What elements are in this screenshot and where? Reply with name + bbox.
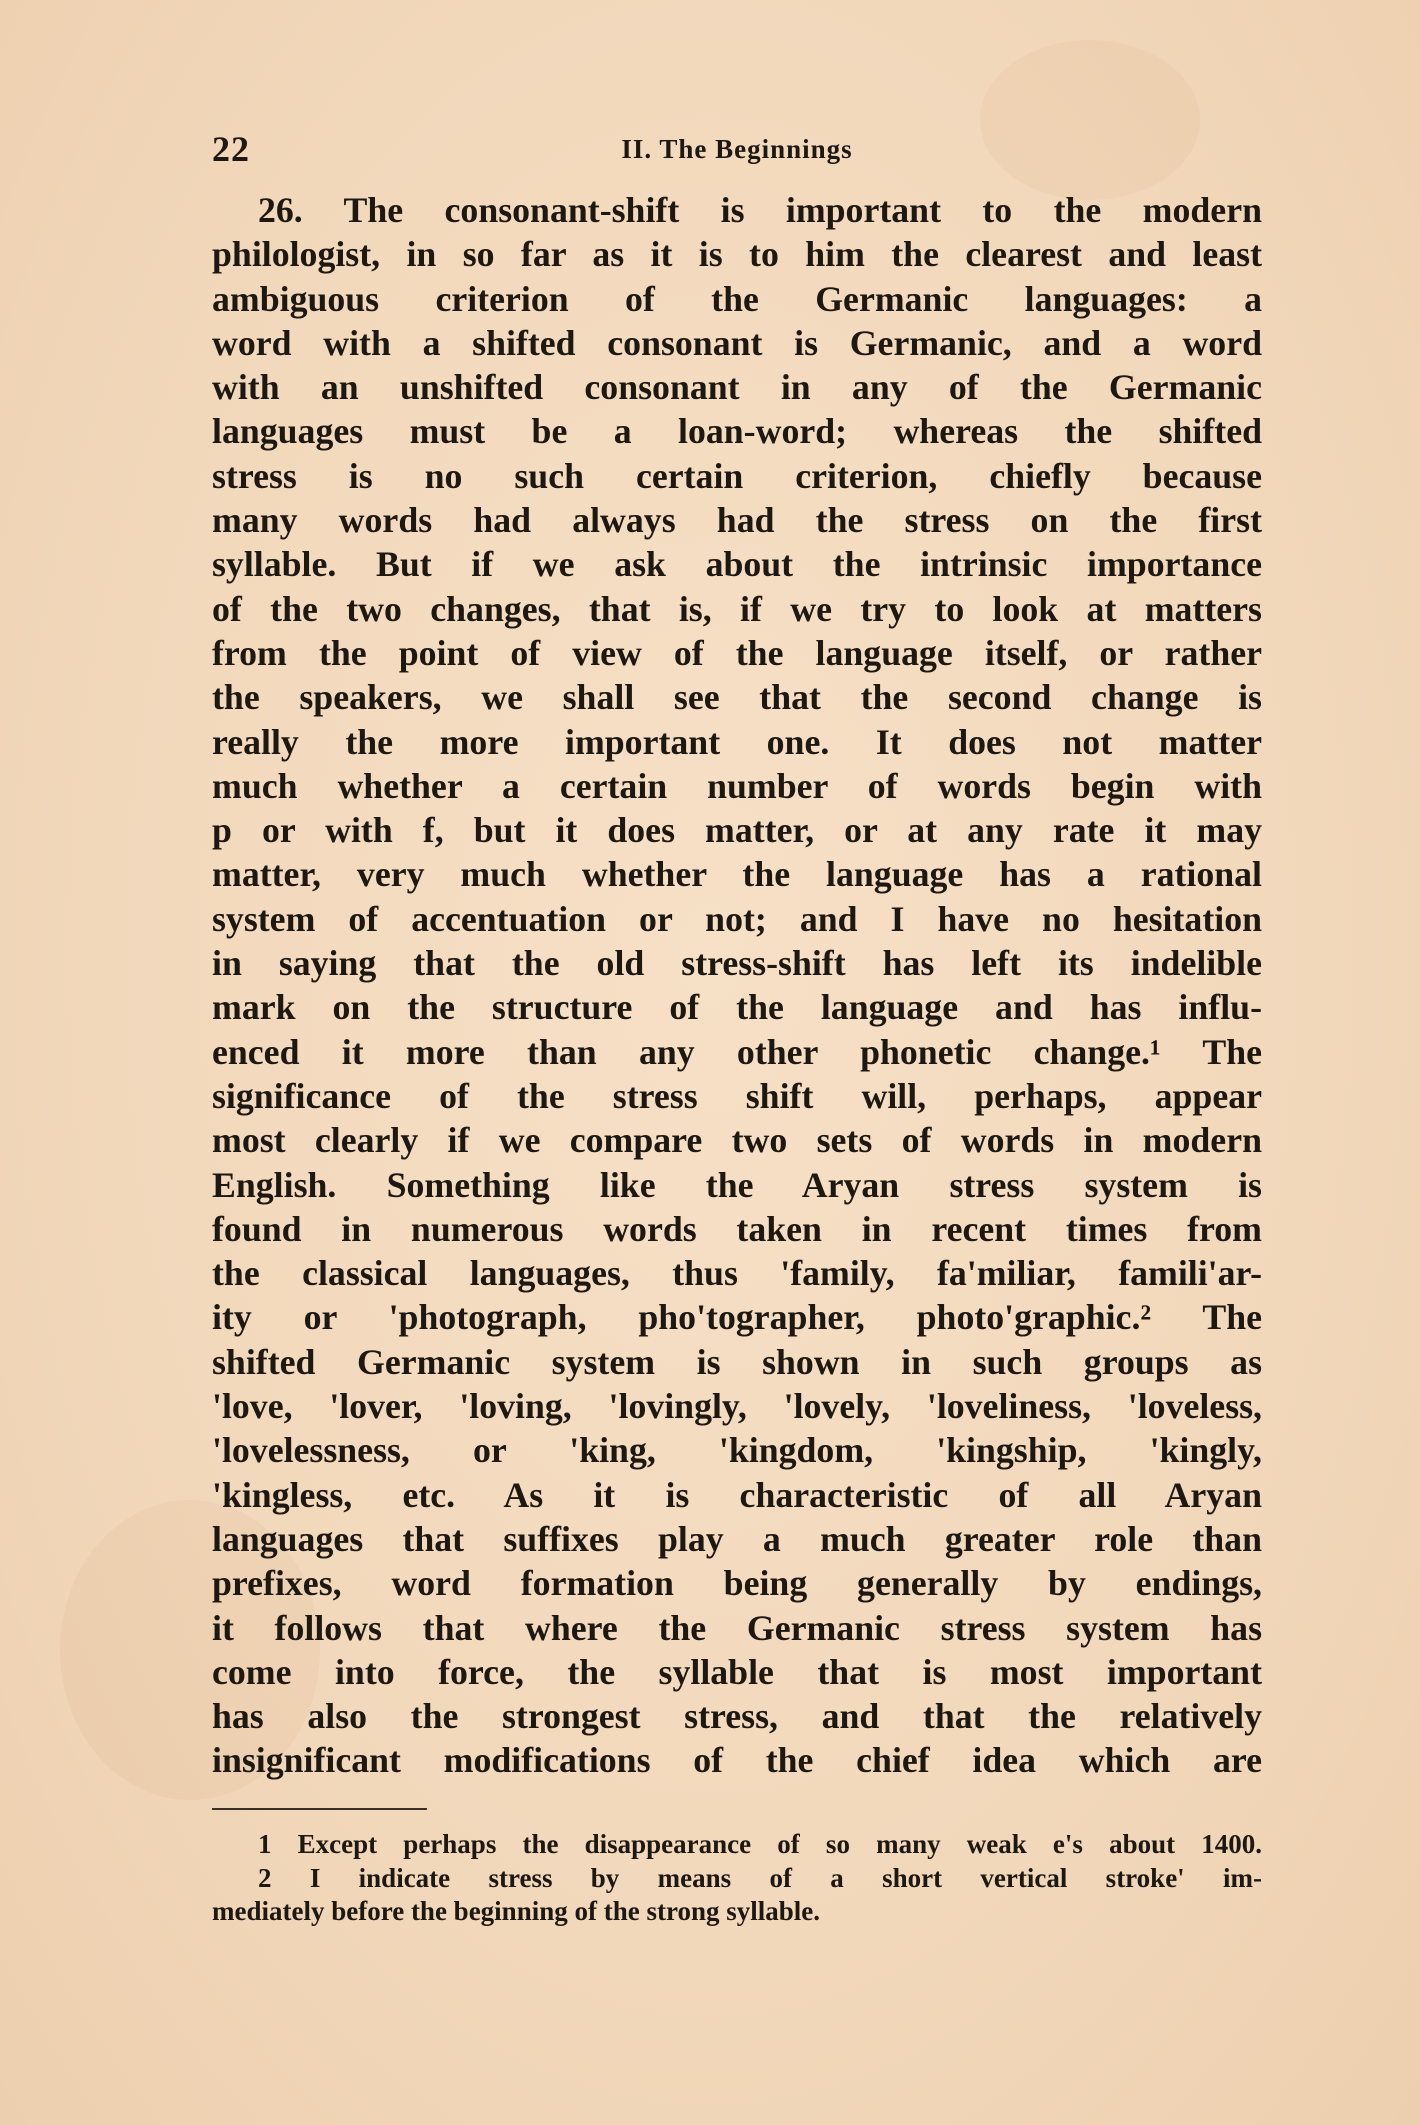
text-line: system of accentuation or not; and I have no hesitation	[212, 898, 1262, 939]
footnote-divider	[212, 1808, 427, 1810]
text-line: the speakers, we shall see that the second change is	[212, 677, 1262, 718]
text-line: stress is no such certain criterion, chiefly because	[212, 455, 1262, 496]
text-line: of the two changes, that is, if we try to look at matters	[212, 588, 1262, 629]
text-line: insignificant modifications of the chief idea which are	[212, 1740, 1262, 1781]
text-line: ambiguous criterion of the Germanic languages: a	[212, 278, 1262, 319]
text-line: found in numerous words taken in recent times from	[212, 1208, 1262, 1249]
page-header	[212, 128, 1262, 178]
body-paragraph	[212, 188, 1262, 1783]
text-line: matter, very much whether the language has a rational	[212, 854, 1262, 895]
text-line: significance of the stress shift will, perhaps, appear	[212, 1075, 1262, 1116]
text-line: with an unshifted consonant in any of the Germanic	[212, 367, 1262, 408]
text-line: 'kingless, etc. As it is characteristic of all Aryan	[212, 1474, 1262, 1515]
text-line: it follows that where the Germanic stress system has	[212, 1607, 1262, 1648]
text-line: most clearly if we compare two sets of words in modern	[212, 1120, 1262, 1161]
text-line: ity or 'photograph, pho'tographer, photo'graphic.² The	[212, 1297, 1262, 1338]
page-number: 22	[212, 129, 250, 169]
text-line: languages that suffixes play a much greater role than	[212, 1518, 1262, 1559]
text-line: English. Something like the Aryan stress system is	[212, 1164, 1262, 1205]
text-line: come into force, the syllable that is most important	[212, 1651, 1262, 1692]
text-line: shifted Germanic system is shown in such groups as	[212, 1341, 1262, 1382]
text-line: has also the strongest stress, and that the relatively	[212, 1696, 1262, 1737]
text-line: p or with f, but it does matter, or at any rate it may	[212, 810, 1262, 851]
text-line: 'lovelessness, or 'king, 'kingdom, 'kingship, 'kingly,	[212, 1430, 1262, 1471]
footnote-1: 1 Except perhaps the disappearance of so many weak e's about 1400.	[258, 1829, 1262, 1859]
text-line: many words had always had the stress on the first	[212, 500, 1262, 541]
footnote-2: 2 I indicate stress by means of a short vertical stroke' im-	[258, 1862, 1262, 1893]
text-line: mark on the structure of the language and has influ-	[212, 987, 1262, 1028]
text-line: syllable. But if we ask about the intrinsic importance	[212, 544, 1262, 585]
text-line: really the more important one. It does not matter	[212, 721, 1262, 762]
text-line: 26. The consonant-shift is important to the modern	[258, 190, 1262, 230]
text-line: languages must be a loan-word; whereas the shifted	[212, 411, 1262, 452]
text-line: the classical languages, thus 'family, fa'miliar, famili'ar-	[212, 1253, 1262, 1294]
text-line: enced it more than any other phonetic change.¹ The	[212, 1031, 1262, 1072]
footnote-2-continued: mediately before the beginning of the strong syllable.	[212, 1896, 820, 1926]
text-line: in saying that the old stress-shift has left its indelible	[212, 943, 1262, 984]
text-line: from the point of view of the language itself, or rather	[212, 632, 1262, 673]
text-line: much whether a certain number of words begin with	[212, 765, 1262, 806]
text-line: 'love, 'lover, 'loving, 'lovingly, 'lovely, 'loveliness, 'loveless,	[212, 1386, 1262, 1427]
text-line: word with a shifted consonant is Germanic, and a word	[212, 322, 1262, 363]
running-head: II. The Beginnings	[621, 134, 853, 164]
text-line: prefixes, word formation being generally by endings,	[212, 1563, 1262, 1604]
text-line: philologist, in so far as it is to him the clearest and least	[212, 234, 1262, 275]
footnotes	[212, 1828, 1262, 1929]
